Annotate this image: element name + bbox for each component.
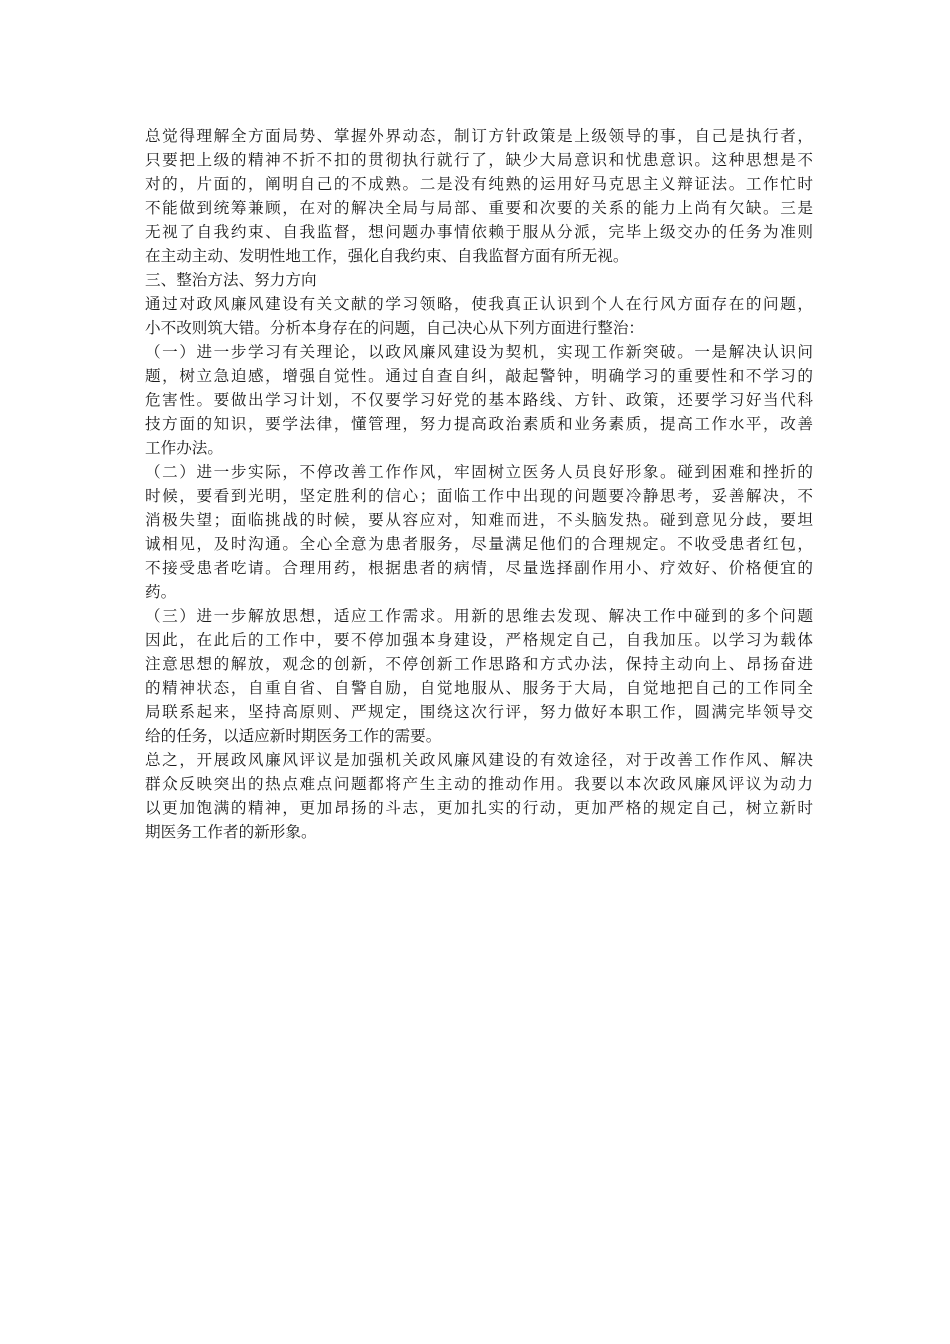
text-line: 给的任务，以适应新时期医务工作的需要。 xyxy=(145,727,442,745)
paragraph xyxy=(145,124,813,268)
text-line: 对的，片面的，阐明自己的不成熟。二是没有纯熟的运用好马克思主义辩证法。工作忙时 xyxy=(145,175,813,193)
text-line: （三）进一步解放思想，适应工作需求。用新的思维去发现、解决工作中碰到的多个问题 xyxy=(145,607,813,625)
text-line: 总觉得理解全方面局势、掌握外界动态，制订方针政策是上级领导的事，自己是执行者， xyxy=(145,127,813,145)
text-line: （二）进一步实际，不停改善工作作风，牢固树立医务人员良好形象。碰到困难和挫折的 xyxy=(145,463,813,481)
text-line: 以更加饱满的精神，更加昂扬的斗志，更加扎实的行动，更加严格的规定自己，树立新时 xyxy=(145,799,813,817)
text-line: 危害性。要做出学习计划，不仅要学习好党的基本路线、方针、政策，还要学习好当代科 xyxy=(145,391,813,409)
text-line: 因此，在此后的工作中，要不停加强本身建设，严格规定自己，自我加压。以学习为载体 xyxy=(145,631,813,649)
text-line: 时候，要看到光明，坚定胜利的信心；面临工作中出现的问题要冷静思考，妥善解决，不 xyxy=(145,487,813,505)
text-line: 在主动主动、发明性地工作，强化自我约束、自我监督方面有所无视。 xyxy=(145,247,629,265)
paragraph xyxy=(145,604,813,748)
text-line: 诚相见，及时沟通。全心全意为患者服务，尽量满足他们的合理规定。不收受患者红包， xyxy=(145,535,813,553)
text-line: 药。 xyxy=(145,583,177,601)
text-line: （一）进一步学习有关理论，以政风廉风建设为契机，实现工作新突破。一是解决认识问 xyxy=(145,343,813,361)
text-line: 不能做到统筹兼顾，在对的解决全局与局部、重要和次要的关系的能力上尚有欠缺。三是 xyxy=(145,199,813,217)
text-line: 题，树立急迫感，增强自觉性。通过自查自纠，敲起警钟，明确学习的重要性和不学习的 xyxy=(145,367,813,385)
text-line: 消极失望；面临挑战的时候，要从容应对，知难而进，不头脑发热。碰到意见分歧，要坦 xyxy=(145,511,813,529)
document-body xyxy=(145,124,813,844)
text-line: 无视了自我约束、自我监督，想问题办事情依赖于服从分派，完毕上级交办的任务为准则 xyxy=(145,223,813,241)
text-line: 的精神状态，自重自省、自警自励，自觉地服从、服务于大局，自觉地把自己的工作同全 xyxy=(145,679,813,697)
paragraph xyxy=(145,292,813,340)
paragraph xyxy=(145,748,813,844)
paragraph xyxy=(145,340,813,460)
text-line: 总之，开展政风廉风评议是加强机关政风廉风建设的有效途径，对于改善工作作风、解决 xyxy=(145,751,813,769)
text-line: 小不改则筑大错。分析本身存在的问题，自己决心从下列方面进行整治： xyxy=(145,319,645,337)
text-line: 注意思想的解放，观念的创新，不停创新工作思路和方式办法，保持主动向上、昂扬奋进 xyxy=(145,655,813,673)
text-line: 不接受患者吃请。合理用药，根据患者的病情，尽量选择副作用小、疗效好、价格便宜的 xyxy=(145,559,813,577)
text-line: 通过对政风廉风建设有关文献的学习领略，使我真正认识到个人在行风方面存在的问题， xyxy=(145,295,813,313)
paragraph xyxy=(145,268,813,292)
text-line: 工作办法。 xyxy=(145,439,223,457)
text-line: 只要把上级的精神不折不扣的贯彻执行就行了，缺少大局意识和忧患意识。这种思想是不 xyxy=(145,151,813,169)
text-line: 技方面的知识，要学法律，懂管理，努力提高政治素质和业务素质，提高工作水平，改善 xyxy=(145,415,813,433)
paragraph xyxy=(145,460,813,604)
text-line: 期医务工作者的新形象。 xyxy=(145,823,317,841)
text-line: 群众反映突出的热点难点问题都将产生主动的推动作用。我要以本次政风廉风评议为动力 xyxy=(145,775,813,793)
text-line: 局联系起来，坚持高原则、严规定，围绕这次行评，努力做好本职工作，圆满完毕领导交 xyxy=(145,703,813,721)
text-line: 三、整治方法、努力方向 xyxy=(145,271,317,289)
